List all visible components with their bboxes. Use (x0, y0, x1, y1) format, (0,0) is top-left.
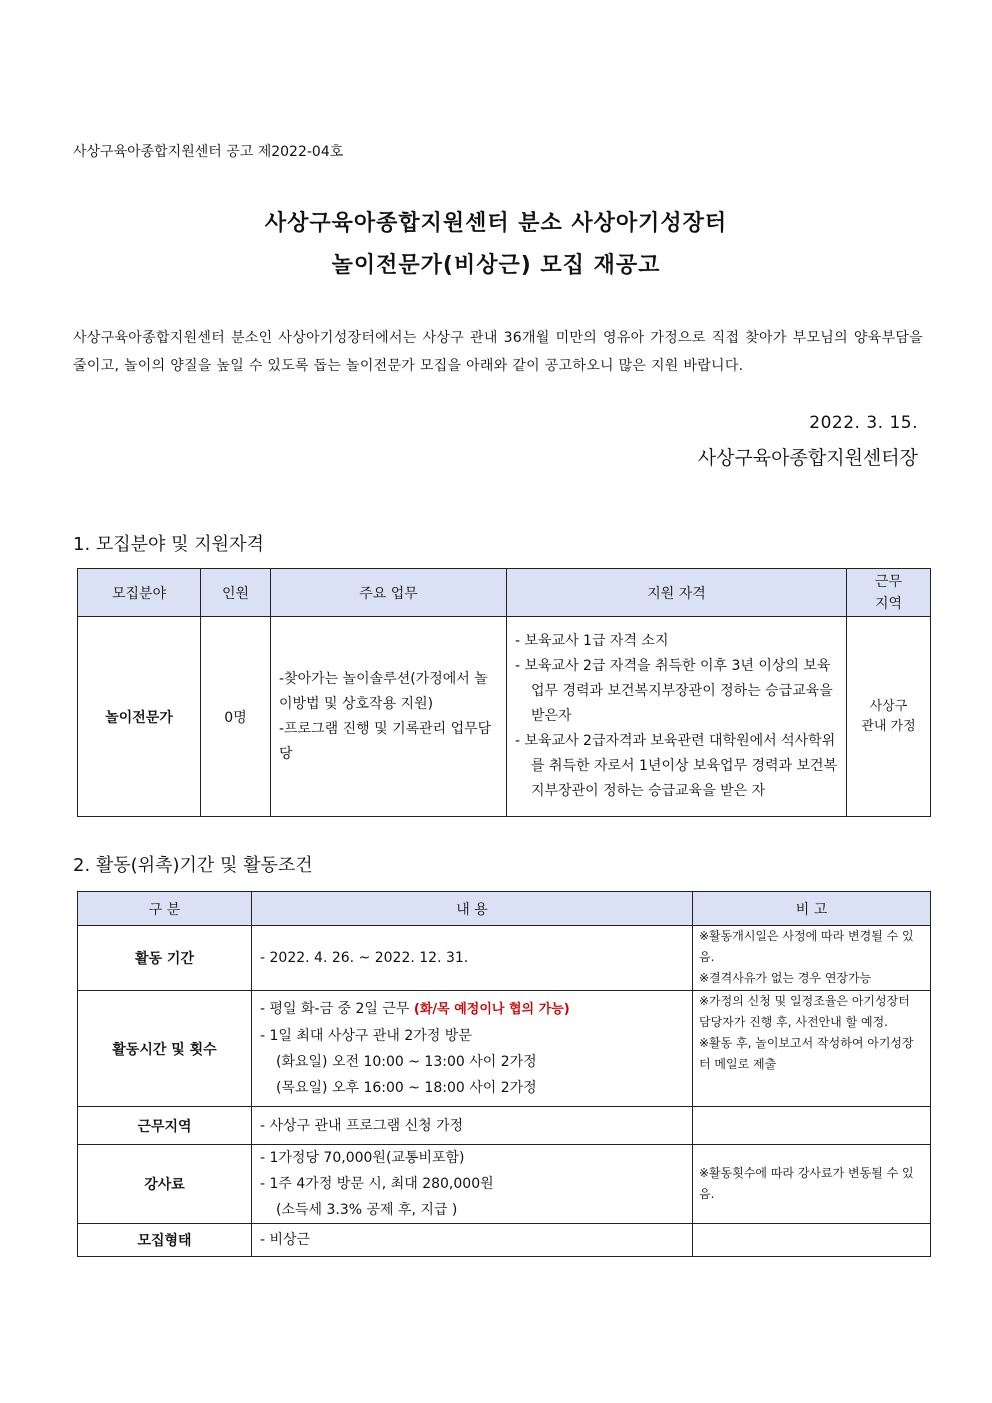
table-row (78, 1224, 931, 1257)
content-line: (목요일) 오후 16:00 ~ 18:00 사이 2가정 (276, 1080, 537, 1096)
col-field: 모집분야 (78, 569, 201, 617)
row-label: 모집형태 (78, 1224, 252, 1257)
content-line: - 1가정당 70,000원(교통비포함) (260, 1150, 465, 1166)
qualification-item: - 보육교사 2급자격과 보육관련 대학원에서 석사학위를 취득한 자로서 1년이상 보육업무 경력과 보건복지부장관이 정하는 승급교육을 받은 자 (515, 733, 838, 799)
notice-date: 2022. 3. 15. (809, 413, 918, 433)
table-header-row (78, 892, 931, 926)
content-line: - 사상구 관내 프로그램 신청 가정 (260, 1117, 464, 1134)
row-remark (693, 1145, 931, 1224)
duty-item: -프로그램 진행 및 기록관리 업무담당 (279, 720, 492, 762)
content-line: (소득세 3.3% 공제 후, 지급 ) (276, 1202, 458, 1218)
qualification-item: - 보육교사 1급 자격 소지 (515, 633, 669, 649)
row-remark (693, 1224, 931, 1257)
qualification-item: - 보육교사 2급 자격을 취득한 이후 3년 이상의 보육업무 경력과 보건복지부장관이 정하는 승급교육을 받은자 (515, 658, 833, 724)
signer: 사상구육아종합지원센터장 (697, 447, 918, 469)
content-line (260, 996, 684, 1023)
duty-item: -찾아가는 놀이솔루션(가정에서 놀이방법 및 상호작용 지원) (279, 670, 488, 712)
col-content: 내 용 (252, 892, 693, 926)
qualifications-cell (507, 617, 847, 817)
row-content (252, 1224, 693, 1257)
content-line: - 1주 4가정 방문 시, 최대 280,000원 (260, 1176, 494, 1192)
field-cell: 놀이전문가 (78, 617, 201, 817)
region-line2: 관내 가정 (861, 718, 916, 734)
intro-paragraph: 사상구육아종합지원센터 분소인 사상아기성장터에서는 사상구 관내 36개월 미만의 영유아 가정으로 직접 찾아가 부모님의 양육부담을 줄이고, 놀이의 양질을 높일 수 있도록 돕는 놀이전문가 모집을 아래와 같이 공고하오니 많은 지원 바랍니다. (73, 330, 923, 374)
row-remark (693, 991, 931, 1107)
remark-line: ※활동횟수에 따라 강사료가 변동될 수 있음. (699, 1166, 914, 1201)
content-line: - 1일 최대 사상구 관내 2가정 방문 (260, 1028, 472, 1044)
row-label: 근무지역 (78, 1107, 252, 1145)
table-header-row (78, 569, 931, 617)
document-title-line1: 사상구육아종합지원센터 분소 사상아기성장터 (264, 211, 728, 236)
col-count: 인원 (201, 569, 271, 617)
col-region (847, 569, 931, 617)
remark-line: ※활동 후, 놀이보고서 작성하여 아기성장터 메일로 제출 (699, 1036, 914, 1071)
conditions-table (77, 891, 931, 1257)
table-row (78, 617, 931, 817)
table-row (78, 991, 931, 1107)
row-content (252, 991, 693, 1107)
col-duties: 주요 업무 (271, 569, 507, 617)
row-content (252, 926, 693, 991)
duties-cell (271, 617, 507, 817)
row-label: 활동시간 및 횟수 (78, 991, 252, 1107)
content-note-red: (화/목 예정이나 협의 가능) (413, 1002, 570, 1017)
row-content (252, 1145, 693, 1224)
col-remark: 비 고 (693, 892, 931, 926)
document-title-line2: 놀이전문가(비상근) 모집 재공고 (331, 253, 661, 278)
row-label: 활동 기간 (78, 926, 252, 991)
col-qualifications: 지원 자격 (507, 569, 847, 617)
row-remark (693, 1107, 931, 1145)
remark-line: ※결격사유가 없는 경우 연장가능 (699, 971, 872, 985)
remark-line: ※가정의 신청 및 일정조율은 아기성장터 담당자가 진행 후, 사전안내 할 예정. (699, 994, 910, 1029)
table-row (78, 1107, 931, 1145)
section2-heading: 2. 활동(위촉)기간 및 활동조건 (73, 855, 313, 876)
col-category: 구 분 (78, 892, 252, 926)
region-line1: 사상구 (869, 698, 908, 714)
notice-number: 사상구육아종합지원센터 공고 제2022-04호 (73, 144, 344, 160)
table-row (78, 926, 931, 991)
content-line: - 비상근 (260, 1232, 311, 1248)
col-region-line1: 근무 (874, 573, 903, 590)
row-label: 강사료 (78, 1145, 252, 1224)
table-row (78, 1145, 931, 1224)
section1-heading: 1. 모집분야 및 지원자격 (73, 534, 264, 555)
col-region-line2: 지역 (874, 595, 903, 612)
content-line: - 2022. 4. 26. ~ 2022. 12. 31. (260, 950, 469, 966)
region-cell (847, 617, 931, 817)
count-cell: 0명 (201, 617, 271, 817)
content-line: (화요일) 오전 10:00 ~ 13:00 사이 2가정 (276, 1054, 537, 1070)
content-text: - 평일 화-금 중 2일 근무 (260, 1001, 414, 1017)
row-content (252, 1107, 693, 1145)
remark-line: ※활동개시일은 사정에 따라 변경될 수 있음. (699, 929, 914, 964)
recruitment-table (77, 568, 931, 817)
row-remark (693, 926, 931, 991)
